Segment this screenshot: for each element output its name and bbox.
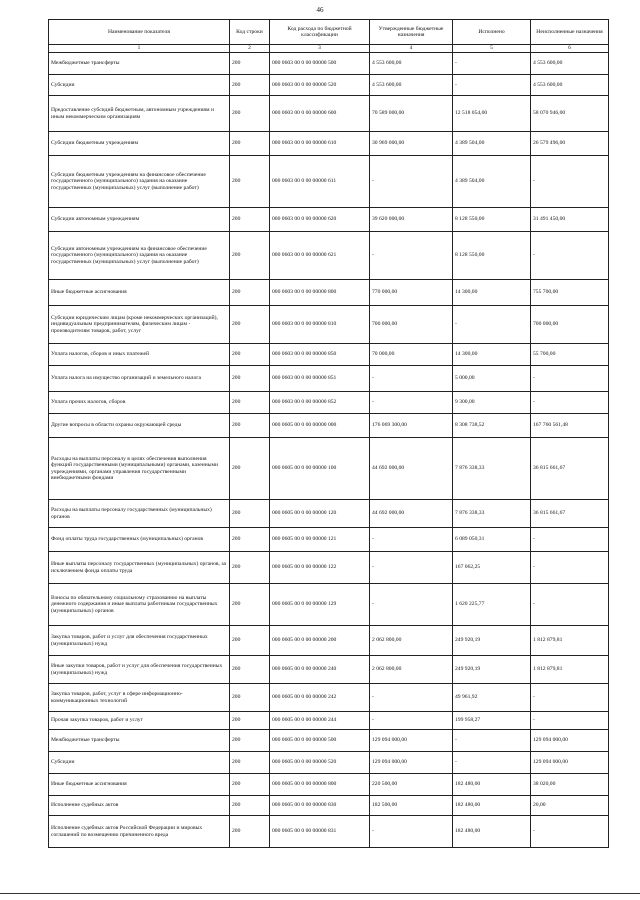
row-budget-code: 000 0603 00 0 00 00000 600 <box>270 96 370 132</box>
table-row <box>49 344 609 366</box>
row-approved-amount: - <box>370 552 453 584</box>
row-line-code: 200 <box>230 132 270 156</box>
row-unexecuted-amount: 700 000,00 <box>531 306 609 344</box>
row-line-code: 200 <box>230 552 270 584</box>
row-line-code: 200 <box>230 96 270 132</box>
row-budget-code: 000 0603 00 0 00 00000 810 <box>270 306 370 344</box>
budget-execution-table <box>48 19 609 848</box>
row-executed-amount: - <box>453 306 531 344</box>
row-indicator-name: Уплата налогов, сборов и иных платежей <box>49 344 230 366</box>
row-approved-amount: - <box>370 584 453 626</box>
header-line-code: Код строки <box>230 20 270 45</box>
row-indicator-name: Уплата прочих налогов, сборов <box>49 392 230 414</box>
row-line-code: 200 <box>230 752 270 774</box>
header-unexecuted: Неисполненные назначения <box>531 20 609 45</box>
row-approved-amount: - <box>370 712 453 730</box>
row-indicator-name: Предоставление субсидий бюджетным, автономным учреждениям и иным некоммерческим организациям <box>49 96 230 132</box>
row-unexecuted-amount: 4 553 600,00 <box>531 75 609 96</box>
row-executed-amount: 1 620 225,77 <box>453 584 531 626</box>
row-line-code: 200 <box>230 208 270 232</box>
table-row <box>49 656 609 684</box>
row-line-code: 200 <box>230 438 270 500</box>
row-indicator-name: Расходы на выплаты персоналу в целях обеспечения выполнения функций государственными (муниципальными) органами, казенными учреждениями, органами управления государственными внебюджетными фондами <box>49 438 230 500</box>
row-budget-code: 000 0603 00 0 00 00000 800 <box>270 280 370 306</box>
table-row <box>49 53 609 75</box>
table-row <box>49 366 609 392</box>
row-budget-code: 000 0605 00 0 00 00000 830 <box>270 796 370 816</box>
row-unexecuted-amount: - <box>531 816 609 848</box>
row-unexecuted-amount: - <box>531 552 609 584</box>
row-executed-amount: 7 876 338,33 <box>453 438 531 500</box>
row-line-code: 200 <box>230 626 270 656</box>
row-executed-amount: 4 389 504,00 <box>453 132 531 156</box>
header-approved: Утвержденные бюджетные назначения <box>370 20 453 45</box>
row-line-code: 200 <box>230 232 270 280</box>
column-number: 1 <box>49 45 230 53</box>
column-number: 2 <box>230 45 270 53</box>
row-budget-code: 000 0605 00 0 00 00000 121 <box>270 528 370 552</box>
row-budget-code: 000 0603 00 0 00 00000 500 <box>270 53 370 75</box>
row-approved-amount: 4 553 600,00 <box>370 53 453 75</box>
row-approved-amount: 30 969 000,00 <box>370 132 453 156</box>
row-budget-code: 000 0603 00 0 00 00000 621 <box>270 232 370 280</box>
row-budget-code: 000 0603 00 0 00 00000 852 <box>270 392 370 414</box>
row-indicator-name: Взносы по обязательному социальному страхованию на выплаты денежного содержания и иные выплаты работникам государственных (муниципальных) органов <box>49 584 230 626</box>
row-budget-code: 000 0605 00 0 00 00000 831 <box>270 816 370 848</box>
row-line-code: 200 <box>230 656 270 684</box>
row-executed-amount: 6 089 050,31 <box>453 528 531 552</box>
row-indicator-name: Субсидии юридическим лицам (кроме некоммерческих организаций), индивидуальным предпринимателям, физическим лицам - производителям товаров, работ, услуг <box>49 306 230 344</box>
table-row <box>49 684 609 712</box>
row-executed-amount: 182 480,00 <box>453 816 531 848</box>
row-executed-amount: 199 958,27 <box>453 712 531 730</box>
table-row <box>49 816 609 848</box>
row-line-code: 200 <box>230 584 270 626</box>
row-unexecuted-amount: 1 812 879,81 <box>531 626 609 656</box>
row-indicator-name: Иные бюджетные ассигнования <box>49 774 230 796</box>
row-executed-amount: 167 062,25 <box>453 552 531 584</box>
row-unexecuted-amount: 4 553 600,00 <box>531 53 609 75</box>
row-approved-amount: - <box>370 528 453 552</box>
row-indicator-name: Субсидии <box>49 75 230 96</box>
table-row <box>49 712 609 730</box>
column-number: 6 <box>531 45 609 53</box>
column-number: 5 <box>453 45 531 53</box>
row-line-code: 200 <box>230 53 270 75</box>
page-bottom-rule <box>0 893 640 894</box>
row-line-code: 200 <box>230 306 270 344</box>
row-approved-amount: - <box>370 392 453 414</box>
table-row <box>49 626 609 656</box>
table-row <box>49 156 609 208</box>
row-indicator-name: Фонд оплаты труда государственных (муниципальных) органов <box>49 528 230 552</box>
row-line-code: 200 <box>230 280 270 306</box>
table-row <box>49 730 609 752</box>
page-number: 46 <box>316 6 324 14</box>
row-unexecuted-amount: - <box>531 232 609 280</box>
row-approved-amount: 70 000,00 <box>370 344 453 366</box>
row-line-code: 200 <box>230 156 270 208</box>
table-body <box>49 53 609 848</box>
row-approved-amount: 129 094 000,00 <box>370 730 453 752</box>
row-indicator-name: Прочая закупка товаров, работ и услуг <box>49 712 230 730</box>
row-line-code: 200 <box>230 816 270 848</box>
row-budget-code: 000 0603 00 0 00 00000 610 <box>270 132 370 156</box>
row-approved-amount: 176 069 300,00 <box>370 414 453 438</box>
table-header-row <box>49 20 609 45</box>
row-budget-code: 000 0605 00 0 00 00000 500 <box>270 730 370 752</box>
row-line-code: 200 <box>230 774 270 796</box>
row-executed-amount: 49 961,92 <box>453 684 531 712</box>
row-executed-amount: 14 300,00 <box>453 344 531 366</box>
row-executed-amount: 249 920,19 <box>453 626 531 656</box>
row-indicator-name: Расходы на выплаты персоналу государственных (муниципальных) органов <box>49 500 230 528</box>
row-line-code: 200 <box>230 75 270 96</box>
row-unexecuted-amount: 31 491 450,00 <box>531 208 609 232</box>
row-budget-code: 000 0605 00 0 00 00000 120 <box>270 500 370 528</box>
row-budget-code: 000 0605 00 0 00 00000 129 <box>270 584 370 626</box>
row-budget-code: 000 0605 00 0 00 00000 100 <box>270 438 370 500</box>
row-unexecuted-amount: - <box>531 684 609 712</box>
row-line-code: 200 <box>230 392 270 414</box>
table-row <box>49 392 609 414</box>
table-row <box>49 438 609 500</box>
row-unexecuted-amount: 58 070 946,00 <box>531 96 609 132</box>
row-budget-code: 000 0603 00 0 00 00000 520 <box>270 75 370 96</box>
table-row <box>49 774 609 796</box>
table-row <box>49 528 609 552</box>
row-line-code: 200 <box>230 684 270 712</box>
row-unexecuted-amount: 755 700,00 <box>531 280 609 306</box>
column-number: 4 <box>370 45 453 53</box>
table-row <box>49 500 609 528</box>
row-executed-amount: 9 300,00 <box>453 392 531 414</box>
row-approved-amount: 4 553 600,00 <box>370 75 453 96</box>
row-unexecuted-amount: 38 020,00 <box>531 774 609 796</box>
row-budget-code: 000 0605 00 0 00 00000 240 <box>270 656 370 684</box>
row-indicator-name: Закупка товаров, работ и услуг для обеспечения государственных (муниципальных) нужд <box>49 626 230 656</box>
row-indicator-name: Исполнение судебных актов Российской Федерации и мировых соглашений по возмещению причиненного вреда <box>49 816 230 848</box>
table-row <box>49 132 609 156</box>
row-unexecuted-amount: 55 700,00 <box>531 344 609 366</box>
row-approved-amount: 70 589 000,00 <box>370 96 453 132</box>
row-executed-amount: 249 920,19 <box>453 656 531 684</box>
table-row <box>49 232 609 280</box>
row-line-code: 200 <box>230 712 270 730</box>
row-unexecuted-amount: 167 760 561,48 <box>531 414 609 438</box>
column-number-row <box>49 45 609 53</box>
row-line-code: 200 <box>230 344 270 366</box>
row-indicator-name: Иные закупки товаров, работ и услуг для обеспечения государственных (муниципальных) нужд <box>49 656 230 684</box>
table-row <box>49 280 609 306</box>
row-budget-code: 000 0605 00 0 00 00000 800 <box>270 774 370 796</box>
row-executed-amount: 14 300,00 <box>453 280 531 306</box>
row-executed-amount: 182 480,00 <box>453 796 531 816</box>
row-executed-amount: - <box>453 730 531 752</box>
table-row <box>49 306 609 344</box>
table-row <box>49 584 609 626</box>
row-approved-amount: 700 000,00 <box>370 306 453 344</box>
row-unexecuted-amount: 26 579 496,00 <box>531 132 609 156</box>
row-indicator-name: Иные выплаты персоналу государственных (муниципальных) органов, за исключением фонда оплаты труда <box>49 552 230 584</box>
table-row <box>49 752 609 774</box>
row-budget-code: 000 0605 00 0 00 00000 244 <box>270 712 370 730</box>
row-unexecuted-amount: - <box>531 584 609 626</box>
row-executed-amount: 8 128 550,00 <box>453 232 531 280</box>
row-unexecuted-amount: - <box>531 712 609 730</box>
table-row <box>49 414 609 438</box>
row-executed-amount: 8 308 738,52 <box>453 414 531 438</box>
row-executed-amount: 8 128 550,00 <box>453 208 531 232</box>
row-budget-code: 000 0603 00 0 00 00000 611 <box>270 156 370 208</box>
row-approved-amount: 129 094 000,00 <box>370 752 453 774</box>
column-number: 3 <box>270 45 370 53</box>
row-executed-amount: - <box>453 752 531 774</box>
row-unexecuted-amount: - <box>531 156 609 208</box>
header-executed: Исполнено <box>453 20 531 45</box>
row-indicator-name: Субсидии бюджетным учреждениям <box>49 132 230 156</box>
header-indicator-name: Наименование показателя <box>49 20 230 45</box>
row-approved-amount: 220 500,00 <box>370 774 453 796</box>
row-approved-amount: 44 692 000,00 <box>370 500 453 528</box>
row-executed-amount: 4 389 504,00 <box>453 156 531 208</box>
row-indicator-name: Межбюджетные трансферты <box>49 730 230 752</box>
row-indicator-name: Субсидии автономным учреждениям на финансовое обеспечение государственного (муниципального) задания на оказание государственных (муниципальных) услуг (выполнение работ) <box>49 232 230 280</box>
table-row <box>49 96 609 132</box>
row-unexecuted-amount: 1 812 879,81 <box>531 656 609 684</box>
row-approved-amount: - <box>370 816 453 848</box>
row-approved-amount: - <box>370 366 453 392</box>
row-approved-amount: 770 000,00 <box>370 280 453 306</box>
row-budget-code: 000 0605 00 0 00 00000 000 <box>270 414 370 438</box>
row-budget-code: 000 0605 00 0 00 00000 200 <box>270 626 370 656</box>
row-approved-amount: 44 692 000,00 <box>370 438 453 500</box>
row-executed-amount: 182 480,00 <box>453 774 531 796</box>
row-indicator-name: Другие вопросы в области охраны окружающей среды <box>49 414 230 438</box>
row-approved-amount: - <box>370 684 453 712</box>
row-approved-amount: - <box>370 232 453 280</box>
row-indicator-name: Субсидии автономным учреждениям <box>49 208 230 232</box>
row-unexecuted-amount: - <box>531 528 609 552</box>
row-budget-code: 000 0605 00 0 00 00000 520 <box>270 752 370 774</box>
row-unexecuted-amount: 36 815 661,67 <box>531 438 609 500</box>
table-row <box>49 796 609 816</box>
table-row <box>49 75 609 96</box>
row-approved-amount: 39 620 000,00 <box>370 208 453 232</box>
row-budget-code: 000 0603 00 0 00 00000 850 <box>270 344 370 366</box>
row-approved-amount: 2 062 800,00 <box>370 626 453 656</box>
row-approved-amount: - <box>370 156 453 208</box>
row-executed-amount: 7 876 338,33 <box>453 500 531 528</box>
row-budget-code: 000 0603 00 0 00 00000 620 <box>270 208 370 232</box>
row-indicator-name: Межбюджетные трансферты <box>49 53 230 75</box>
row-line-code: 200 <box>230 528 270 552</box>
row-unexecuted-amount: 36 815 661,67 <box>531 500 609 528</box>
row-indicator-name: Субсидии <box>49 752 230 774</box>
row-executed-amount: 12 518 054,00 <box>453 96 531 132</box>
row-executed-amount: - <box>453 75 531 96</box>
row-unexecuted-amount: 20,00 <box>531 796 609 816</box>
row-budget-code: 000 0603 00 0 00 00000 851 <box>270 366 370 392</box>
row-indicator-name: Иные бюджетные ассигнования <box>49 280 230 306</box>
row-unexecuted-amount: 129 094 000,00 <box>531 730 609 752</box>
row-line-code: 200 <box>230 500 270 528</box>
table-row <box>49 552 609 584</box>
row-line-code: 200 <box>230 414 270 438</box>
table-row <box>49 208 609 232</box>
row-line-code: 200 <box>230 796 270 816</box>
row-executed-amount: 5 000,00 <box>453 366 531 392</box>
row-budget-code: 000 0605 00 0 00 00000 122 <box>270 552 370 584</box>
row-executed-amount: - <box>453 53 531 75</box>
row-approved-amount: 182 500,00 <box>370 796 453 816</box>
row-indicator-name: Закупка товаров, работ, услуг в сфере информационно-коммуникационных технологий <box>49 684 230 712</box>
row-budget-code: 000 0605 00 0 00 00000 242 <box>270 684 370 712</box>
row-indicator-name: Уплата налога на имущество организаций и земельного налога <box>49 366 230 392</box>
row-line-code: 200 <box>230 730 270 752</box>
row-unexecuted-amount: 129 094 000,00 <box>531 752 609 774</box>
row-unexecuted-amount: - <box>531 392 609 414</box>
row-indicator-name: Субсидии бюджетным учреждениям на финансовое обеспечение государственного (муниципального) задания на оказание государственных (муниципальных) услуг (выполнение работ) <box>49 156 230 208</box>
row-indicator-name: Исполнение судебных актов <box>49 796 230 816</box>
header-budget-code: Код расхода по бюджетной классификации <box>270 20 370 45</box>
row-line-code: 200 <box>230 366 270 392</box>
row-approved-amount: 2 062 800,00 <box>370 656 453 684</box>
row-unexecuted-amount: - <box>531 366 609 392</box>
